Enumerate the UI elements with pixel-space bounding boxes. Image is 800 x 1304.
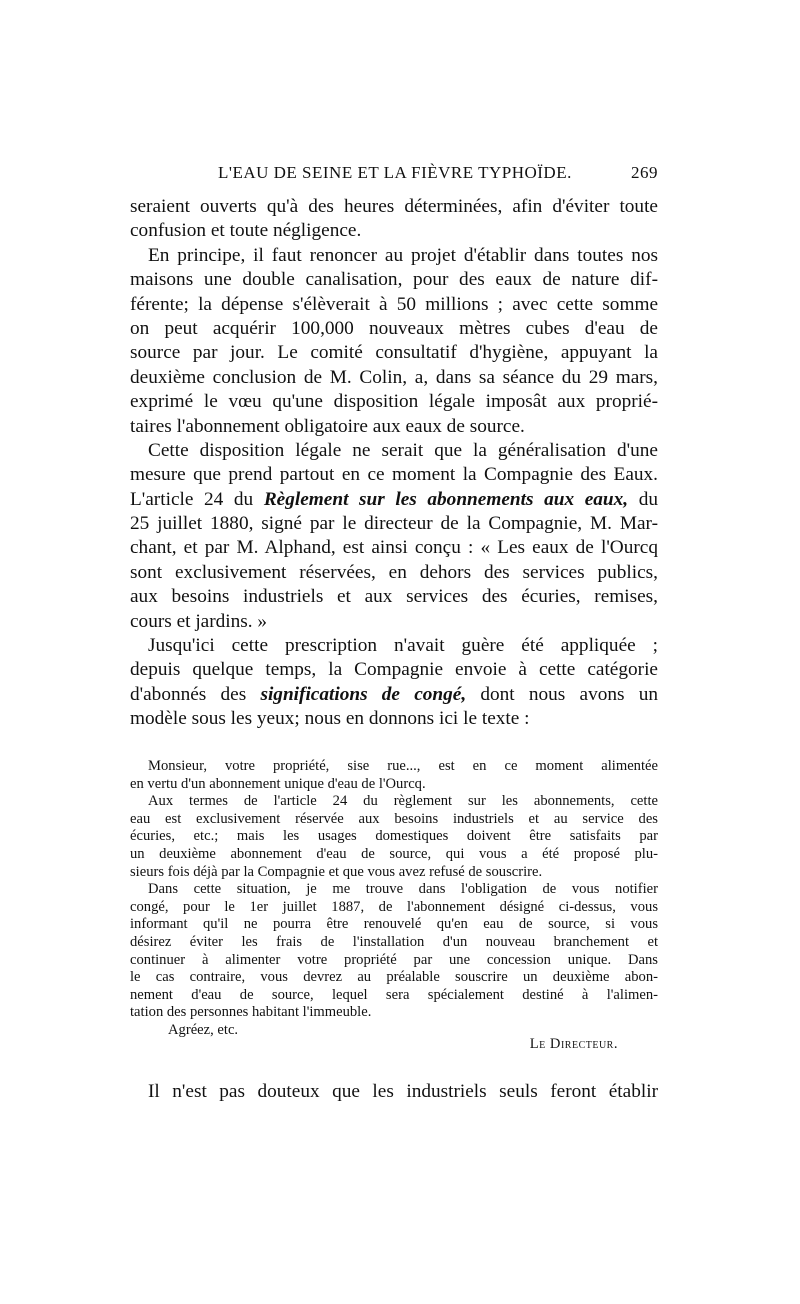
final-paragraph: [130, 1080, 658, 1104]
text-line: chant, et par M. Alphand, est ainsi conçu : « Les eaux de l'Ourcq: [130, 537, 658, 559]
text-line: cours et jardins. »: [130, 610, 268, 632]
text-fragment: L'article 24 du: [130, 488, 264, 510]
letter-line: Aux termes de l'article 24 du règlement sur les abonnements, cette: [148, 793, 658, 810]
text-line: En principe, il faut renoncer au projet d'établir dans toutes nos: [148, 244, 658, 266]
running-header: [130, 163, 658, 187]
text-line: seraient ouverts qu'à des heures déterminées, afin d'éviter toute: [130, 196, 658, 217]
letter-line: Dans cette situation, je me trouve dans l'obligation de vous notifier: [148, 881, 658, 898]
text-line: deuxième conclusion de M. Colin, a, dans sa séance du 29 mars,: [130, 366, 658, 388]
letter-line: continuer à alimenter votre propriété par une concession unique. Dans: [130, 951, 658, 968]
text-line: Jusqu'ici cette prescription n'avait guère été appliquée ;: [148, 635, 658, 657]
text-fragment: du: [628, 488, 658, 510]
letter-line: sieurs fois déjà par la Compagnie et que vous avez refusé de souscrire.: [130, 863, 543, 880]
text-line: mesure que prend partout en ce moment la Compagnie des Eaux.: [130, 464, 658, 486]
letter-line: en vertu d'un abonnement unique d'eau de l'Ourcq.: [130, 775, 426, 792]
text-line: aux besoins industriels et aux services des écuries, remises,: [130, 586, 658, 608]
text-fragment: d'abonnés des: [130, 683, 261, 705]
text-line-with-italic: [130, 683, 658, 707]
letter-paragraph: [130, 793, 658, 881]
letter-line: tation des personnes habitant l'immeuble.: [130, 1004, 372, 1021]
italic-title: Règlement sur les abonnements aux eaux,: [263, 488, 629, 510]
letter-line: eau est exclusivement réservée aux besoins industriels et au service des: [130, 810, 658, 827]
text-line: 25 juillet 1880, signé par le directeur de la Compagnie, M. Mar-: [130, 513, 658, 535]
text-line: Il n'est pas douteux que les industriels seuls feront établir: [148, 1081, 658, 1102]
letter-line: informant qu'il ne pourra être renouvelé qu'en eau de source, si vous: [130, 916, 658, 933]
letter-line: désirez éviter les frais de l'installation d'un nouveau branchement et: [130, 933, 658, 950]
italic-phrase: significations de congé,: [260, 683, 467, 705]
text-line: depuis quelque temps, la Compagnie envoie à cette catégorie: [130, 659, 658, 681]
text-line: sont exclusivement réservées, en dehors des services publics,: [130, 561, 658, 583]
letter-line: congé, pour le 1er juillet 1887, de l'abonnement désigné ci-dessus, vous: [130, 898, 658, 915]
letter-paragraph: [130, 881, 658, 1022]
letter-line: un deuxième abonnement d'eau de source, qui vous a été proposé plu-: [130, 845, 658, 862]
text-line-with-italic: [130, 488, 658, 512]
main-text: [130, 195, 658, 732]
letter-line: nement d'eau de source, lequel sera spécialement destiné à l'alimen-: [130, 986, 658, 1003]
letter-closing: Agréez, etc.: [168, 1021, 239, 1038]
letter-paragraph: [130, 758, 658, 793]
text-line: maisons une double canalisation, pour des eaux de nature dif-: [130, 269, 658, 291]
paragraph: [130, 439, 658, 634]
paragraph: [130, 195, 658, 244]
letter-line: le cas contraire, vous devrez au préalable souscrire un deuxième abon-: [130, 969, 658, 986]
text-line: source par jour. Le comité consultatif d'hygiène, appuyant la: [130, 342, 658, 364]
page-number: 269: [631, 163, 658, 182]
text-fragment: dont nous avons un: [466, 683, 658, 705]
text-line: on peut acquérir 100,000 nouveaux mètres cubes d'eau de: [130, 317, 658, 339]
paragraph: [130, 634, 658, 732]
text-line: taires l'abonnement obligatoire aux eaux de source.: [130, 415, 525, 437]
running-title: L'EAU DE SEINE ET LA FIÈVRE TYPHOÏDE.: [218, 163, 572, 182]
paragraph: [130, 244, 658, 439]
quoted-letter: [130, 758, 658, 1052]
letter-signature: Le Directeur.: [529, 1035, 618, 1052]
text-line: exprimé le vœu qu'une disposition légale imposât aux proprié-: [130, 391, 658, 413]
letter-signoff: [130, 1021, 658, 1052]
text-line: Cette disposition légale ne serait que la généralisation d'une: [148, 439, 658, 461]
text-line: modèle sous les yeux; nous en donnons ici le texte :: [130, 708, 530, 730]
text-line: férente; la dépense s'élèverait à 50 millions ; avec cette somme: [130, 293, 658, 315]
letter-line: Monsieur, votre propriété, sise rue..., est en ce moment alimentée: [148, 758, 658, 774]
letter-line: écuries, etc.; mais les usages domestiques doivent être satisfaits par: [130, 828, 658, 845]
text-line: confusion et toute négligence.: [130, 220, 362, 242]
